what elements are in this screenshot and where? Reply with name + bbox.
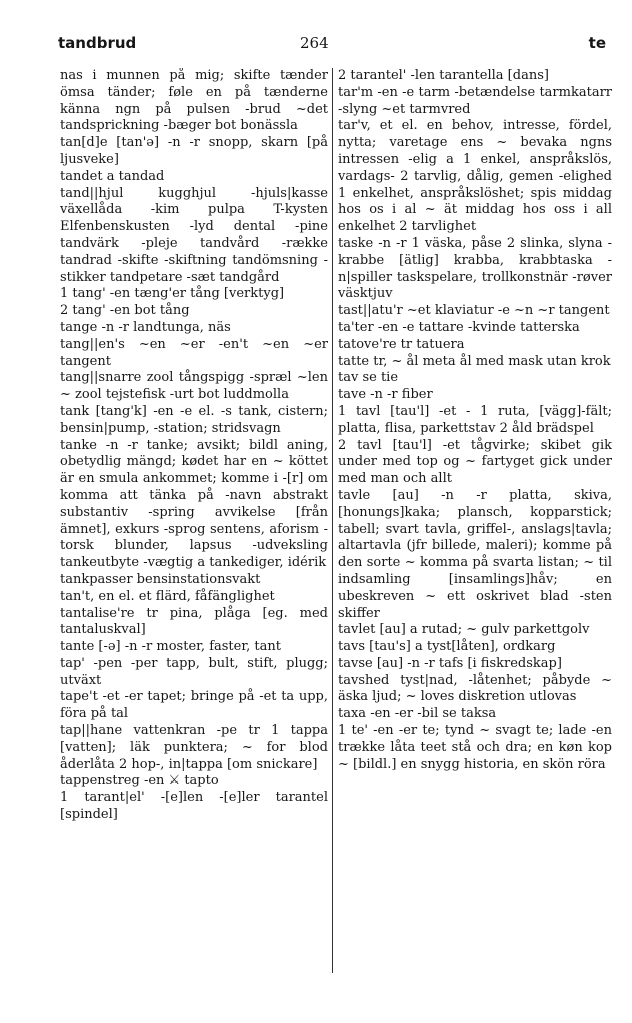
dictionary-entry: tap' -pen -per tapp, bult, stift, plugg; utväxt	[60, 655, 328, 688]
dictionary-entry: 1 te' -en -er te; tynd ~ svagt te; lade -en trække låta teet stå och dra; en køn kop ~ [bildl.] en snygg historia, en skön röra	[338, 723, 612, 772]
dictionary-entry: tand||hjul kugghjul -hjuls|kasse växellåda -kim pulpa T-kysten Elfenbenskusten -lyd dental -pine tandvärk -pleje tandvård -række tandrad -skifte -skiftning tandömsning -stikker tandpetare -sæt tandgård	[60, 185, 328, 285]
dictionary-entry: taxa -en -er -bil se taksa	[338, 706, 497, 722]
dictionary-entry: tast||atu'r ~et klaviatur -e ~n ~r tangent	[338, 303, 610, 319]
dictionary-entry: tape't -et -er tapet; bringe på -et ta upp, föra på tal	[60, 689, 328, 722]
dictionary-entry: tar'm -en -e tarm -betændelse tarmkatarr -slyng ~et tarmvred	[338, 84, 612, 117]
dictionary-entry: tave -n -r fiber	[338, 387, 433, 403]
dictionary-entry: tante [-ə] -n -r moster, faster, tant	[60, 639, 281, 655]
dictionary-entry: 2 tang' -en bot tång	[60, 303, 190, 319]
dictionary-entry: tatte tr, ~ ål meta ål med mask utan krok	[338, 353, 611, 369]
dictionary-entry: nas i munnen på mig; skifte tænder ömsa tänder; føle en på tænderne känna ngn på pulsen -brud ~det tandsprickning -bæger bot bonässla	[60, 68, 328, 134]
dictionary-entry: tank [tang'k] -en -e el. -s tank, cistern; bensin|pump, -station; stridsvagn	[60, 403, 328, 436]
guide-word-right: te	[588, 34, 606, 52]
page-number: 264	[300, 34, 329, 52]
dictionary-entry: tap||hane vattenkran -pe tr 1 tappa [vatten]; läk punktera; ~ for blod åderlåta 2 hop-, in|tappa [om snickare]	[60, 723, 328, 772]
dictionary-entry: 2 tavl [tau'l] -et tågvirke; skibet gik under med top og ~ fartyget gick under med man och allt	[338, 437, 612, 487]
dictionary-entry: tan[d]e [tan'ə] -n -r snopp, skarn [på ljusveke]	[60, 135, 328, 167]
dictionary-entry: tavse [au] -n -r tafs [i fiskredskap]	[338, 655, 562, 671]
dictionary-entry: 1 tavl [tau'l] -et - 1 ruta, [vägg]-fält; platta, flisa, parkettstav 2 åld brädspel	[338, 403, 612, 436]
dictionary-entry: tappenstreg -en ⚔ tapto	[60, 773, 219, 789]
guide-word-left: tandbrud	[58, 34, 137, 52]
dictionary-entry: tandet a tandad	[60, 168, 165, 184]
dictionary-entry: tav se tie	[338, 370, 399, 386]
dictionary-entry: tavlet [au] a rutad; ~ gulv parkettgolv	[338, 622, 590, 638]
dictionary-entry: tar'v, et el. en behov, intresse, fördel, nytta; varetage ens ~ bevaka ngns intressen -elig a 1 enkel, anspråkslös, vardags- 2 tarvlig, dålig, gemen -elighed 1 enkelhet, anspråkslöshet; spis middag hos os i al ~ ät middag hos oss i all enkelhet 2 tarvlighet	[338, 118, 612, 235]
dictionary-entry: 1 tang' -en tæng'er tång [verktyg]	[60, 286, 285, 302]
left-column	[60, 68, 328, 1008]
dictionary-entry: tanke -n -r tanke; avsikt; bildl aning, obetydlig mängd; kødet har en ~ köttet är en smula ankommet; komme i -[r] om komma att tänka på -navn abstrakt substantiv -spring avvikelse [från ämnet], exkurs -sprog sentens, aforism -torsk blunder, lapsus -udveksling tankeutbyte -vægtig a tankediger, idérik	[60, 437, 328, 571]
dictionary-entry: tatove're tr tatuera	[338, 336, 465, 352]
right-column	[338, 68, 612, 1008]
dictionary-entry: tantalise're tr pina, plåga [eg. med tantaluskval]	[60, 605, 328, 638]
dictionary-entry: tavshed tyst|nad, -låtenhet; påbyde ~ äska ljud; ~ loves diskretion utlovas	[338, 672, 612, 705]
dictionary-columns	[60, 68, 612, 1008]
column-divider	[332, 68, 333, 973]
dictionary-entry: tang||snarre zool tångspigg -spræl ~len ~ zool tejstefisk -urt bot luddmolla	[60, 370, 328, 403]
dictionary-entry: 2 tarantel' -len tarantella [dans]	[338, 68, 549, 83]
dictionary-entry: taske -n -r 1 väska, påse 2 slinka, slyna -krabbe [ätlig] krabba, krabbtaska -n|spiller taskspelare, trollkonstnär -røver väsktjuv	[338, 235, 612, 302]
dictionary-entry: tavs [tau's] a tyst[låten], ordkarg	[338, 639, 556, 655]
dictionary-entry: ta'ter -en -e tattare -kvinde tatterska	[338, 319, 580, 335]
dictionary-entry: tan't, en el. et flärd, fåfänglighet	[60, 588, 275, 604]
dictionary-entry: tavle [au] -n -r platta, skiva, [honungs]kaka; plansch, kopparstick; tabell; svart tavla, griffel-, anslags|tavla; altartavla (jfr billede, maleri); komme på den sorte ~ komma på svarta listan; ~ til indsamling [insamlings]håv; en ubeskreven ~ ett oskrivet blad -sten skiffer	[338, 487, 612, 621]
dictionary-entry: 1 tarant|el' -[e]len -[e]ler tarantel [spindel]	[60, 790, 328, 823]
dictionary-entry: tang||en's ~en ~er -en't ~en ~er tangent	[60, 336, 328, 369]
dictionary-entry: tankpasser bensinstationsvakt	[60, 571, 261, 587]
dictionary-entry: tange -n -r landtunga, näs	[60, 319, 231, 335]
page-header	[0, 34, 632, 58]
